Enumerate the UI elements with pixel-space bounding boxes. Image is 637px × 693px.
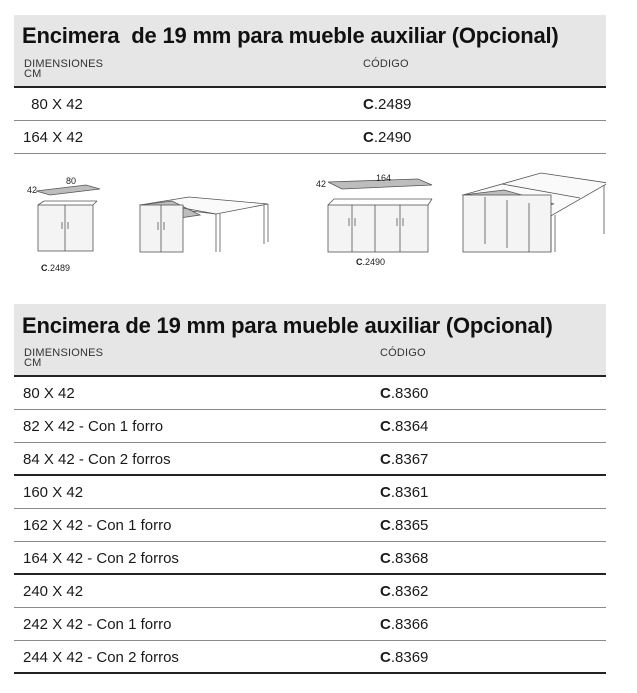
code-cell: C.8362 (380, 583, 429, 600)
code-cell: C.8368 (380, 550, 429, 567)
product-illustrations (14, 160, 606, 280)
table-row (14, 641, 606, 674)
dimension-cell: 164 X 42 (23, 129, 84, 146)
table-row (14, 608, 606, 641)
depth-label: 42 (27, 185, 38, 195)
dimension-cell: 80 X 42 (23, 385, 75, 402)
product-code-label: C.2489 (41, 263, 71, 273)
code-cell: C.8367 (380, 451, 429, 468)
code-cell: C.2489 (363, 96, 412, 113)
code-cell: C.8361 (380, 484, 429, 501)
width-label: 164 (376, 173, 392, 183)
cabinet-icon (328, 205, 428, 252)
table-row (14, 443, 606, 476)
table-row (14, 509, 606, 542)
cabinet-icon (38, 205, 93, 251)
section-title: Encimera de 19 mm para mueble auxiliar (Opcional) (22, 23, 559, 48)
depth-label: 42 (316, 179, 327, 189)
furniture-drawing (14, 160, 606, 280)
dimension-cell: 80 X 42 (27, 96, 83, 113)
code-cell: C.8366 (380, 616, 429, 633)
dimension-cell: 82 X 42 - Con 1 forro (23, 418, 164, 435)
width-label: 80 (66, 176, 77, 186)
dimension-cell: 162 X 42 - Con 1 forro (23, 517, 172, 534)
table-row (14, 121, 606, 154)
table-row (14, 476, 606, 509)
code-cell: C.8360 (380, 385, 429, 402)
column-header-code: CÓDIGO (363, 58, 409, 70)
column-header-code: CÓDIGO (380, 347, 426, 359)
dimension-cell: 240 X 42 (23, 583, 84, 600)
table-row (14, 377, 606, 410)
table-section-2 (14, 304, 606, 674)
code-cell: C.8369 (380, 649, 429, 666)
table-header (14, 15, 606, 86)
column-header-dimensions: DIMENSIONES CM (24, 58, 104, 80)
section-title: Encimera de 19 mm para mueble auxiliar (Opcional) (22, 313, 553, 338)
dimension-cell: 164 X 42 - Con 2 forros (23, 550, 179, 567)
code-cell: C.8365 (380, 517, 429, 534)
code-cell: C.2490 (363, 129, 412, 146)
table-row (14, 575, 606, 608)
dimension-cell: 84 X 42 - Con 2 forros (23, 451, 171, 468)
table-header (14, 304, 606, 375)
code-cell: C.8364 (380, 418, 429, 435)
dimension-cell: 244 X 42 - Con 2 forros (23, 649, 179, 666)
table-row (14, 542, 606, 575)
table-section-1 (14, 15, 606, 154)
countertop-icon (36, 185, 100, 195)
table-row (14, 410, 606, 443)
table-row (14, 88, 606, 121)
product-code-label: C.2490 (356, 257, 386, 267)
dimension-cell: 160 X 42 (23, 484, 84, 501)
column-header-dimensions: DIMENSIONES CM (24, 347, 104, 369)
dimension-cell: 242 X 42 - Con 1 forro (23, 616, 172, 633)
